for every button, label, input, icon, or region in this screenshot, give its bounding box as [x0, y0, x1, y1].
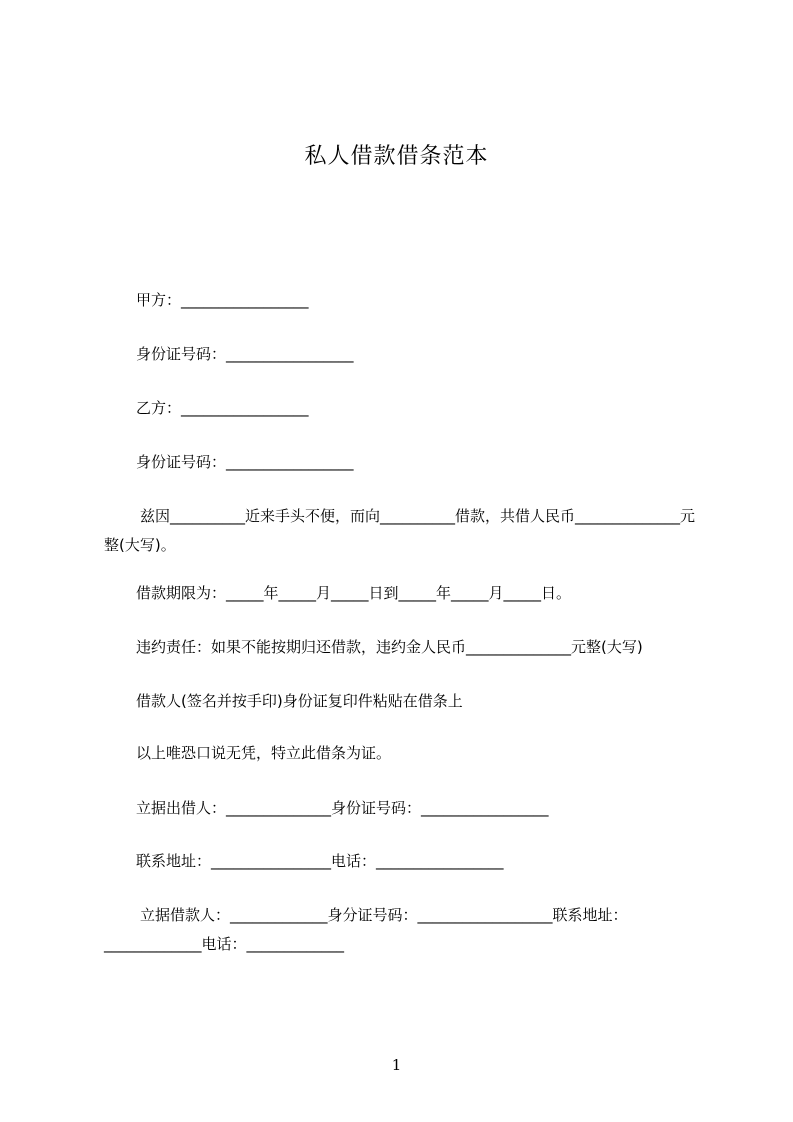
borrower-signature-paragraph: 立据借款人：_____________身分证号码：__________________联系地址：_____________电话：_____________	[104, 906, 628, 953]
loan-reason-paragraph: 兹因__________近来手头不便，而向__________借款，共借人民币______________元整(大写)。	[104, 507, 696, 554]
lender-signature-line: 立据出借人：______________身份证号码：_________________	[136, 799, 549, 817]
party-b-id-line: 身份证号码：_________________	[136, 453, 354, 471]
lender-contact-line: 联系地址：________________电话：_________________	[136, 852, 504, 870]
loan-period-line: 借款期限为：_____年_____月_____日到_____年_____月_____日。	[136, 584, 572, 602]
party-a-line: 甲方：_________________	[136, 291, 309, 309]
party-b-line: 乙方：_________________	[136, 399, 309, 417]
proof-statement-line: 以上唯恐口说无凭，特立此借条为证。	[136, 744, 392, 762]
borrower-note-line: 借款人(签名并按手印)身份证复印件粘贴在借条上	[136, 692, 463, 710]
document-title: 私人借款借条范本	[304, 144, 489, 169]
page-number: 1	[391, 1056, 402, 1074]
breach-line: 违约责任：如果不能按期归还借款，违约金人民币______________元整(大写)	[136, 638, 643, 656]
party-a-id-line: 身份证号码：_________________	[136, 345, 354, 363]
